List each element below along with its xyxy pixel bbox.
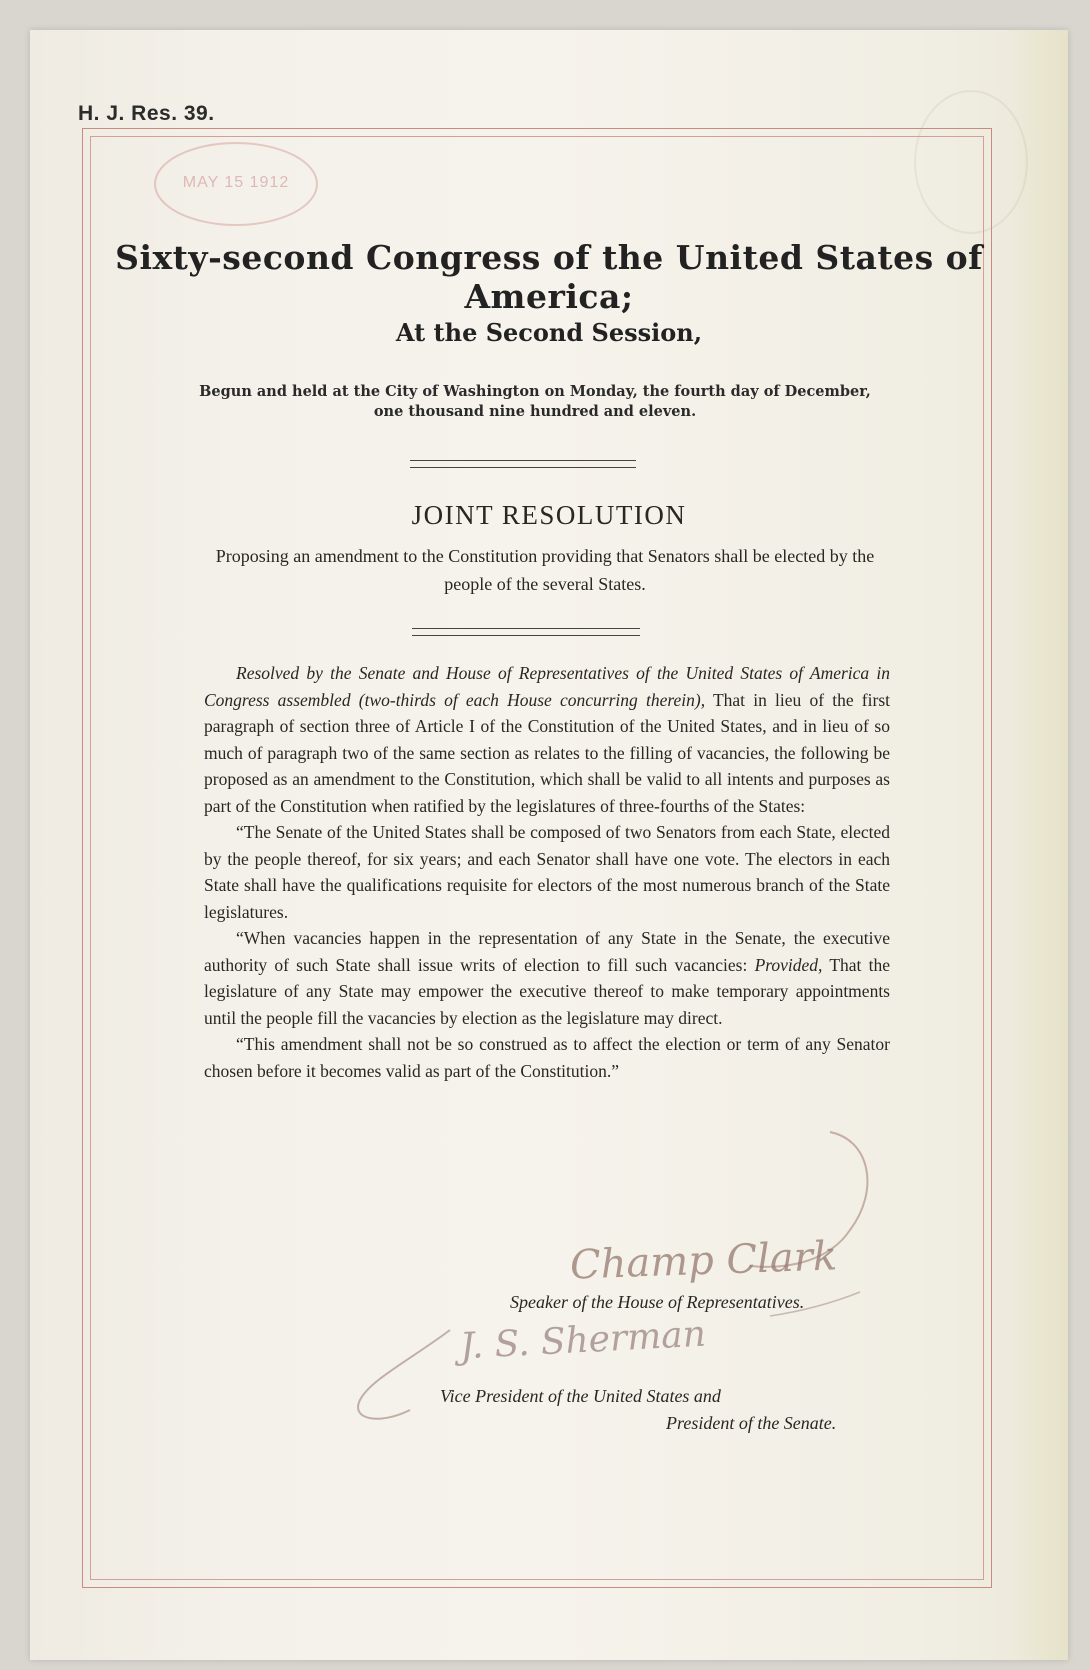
speaker-title: Speaker of the House of Representatives.: [510, 1292, 805, 1312]
document-page: [30, 30, 1068, 1660]
amendment-paragraph-3: “This amendment shall not be so construed as to affect the election or term of any Senator chosen before it becomes valid as part of the Constitution.”: [204, 1034, 890, 1081]
amendment-paragraph-1: “The Senate of the United States shall be composed of two Senators from each State, elected by the people thereof, for six years; and each Senator shall have one vote. The electors in each State shall have the qualifications requisite for electors of the most numerous branch of the State legislatures.: [204, 822, 890, 922]
joint-resolution-title: JOINT RESOLUTION: [411, 500, 687, 530]
signature-flourishes: [30, 30, 1068, 1660]
resolved-italic: Resolved by the Senate and House of Representatives of the United States of America in Congress assembled (two-thirds of each House concurring therein),: [204, 663, 890, 710]
sherman-flourish: [358, 1330, 450, 1419]
resolution-number: H. J. Res. 39.: [78, 102, 215, 125]
vice-president-title-line-2: President of the Senate.: [666, 1413, 837, 1433]
congress-heading: Sixty-second Congress of the United States of America;: [115, 238, 983, 316]
resolved-text: That in lieu of the first paragraph of section three of Article I of the Constitution of the United States, and in lieu of so much of paragraph two of the same section as relates to the filling of vacancies, the following be proposed as an amendment to the Constitution, which shall be valid to all intents and purposes as part of the Constitution when ratified by the legislatures of three-fourths of the States:: [204, 689, 890, 816]
begun-line-2: one thousand nine hundred and eleven.: [373, 403, 697, 420]
para2-text-b: That the legislature of any State may empower the executive thereof to make temporary appointments until the people fill the vacancies by election as the legislature may direct.: [204, 954, 890, 1028]
vice-president-signature: J. S. Sherman: [459, 1313, 707, 1368]
stamp-date: MAY 15 1912: [182, 174, 290, 191]
vice-president-title-line-1: Vice President of the United States and: [440, 1386, 721, 1406]
resolution-subtitle: Proposing an amendment to the Constitution providing that Senators shall be elected by the people of the several States.: [215, 546, 875, 594]
para2-provided: Provided,: [754, 954, 823, 975]
begun-line-1: Begun and held at the City of Washington on Monday, the fourth day of December,: [199, 383, 871, 400]
para2-text-a: “When vacancies happen in the representation of any State in the Senate, the executive authority of such State shall issue writs of election to fill such vacancies:: [204, 928, 890, 975]
session-heading: At the Second Session,: [395, 318, 703, 347]
speaker-signature: Champ Clark: [569, 1233, 838, 1289]
